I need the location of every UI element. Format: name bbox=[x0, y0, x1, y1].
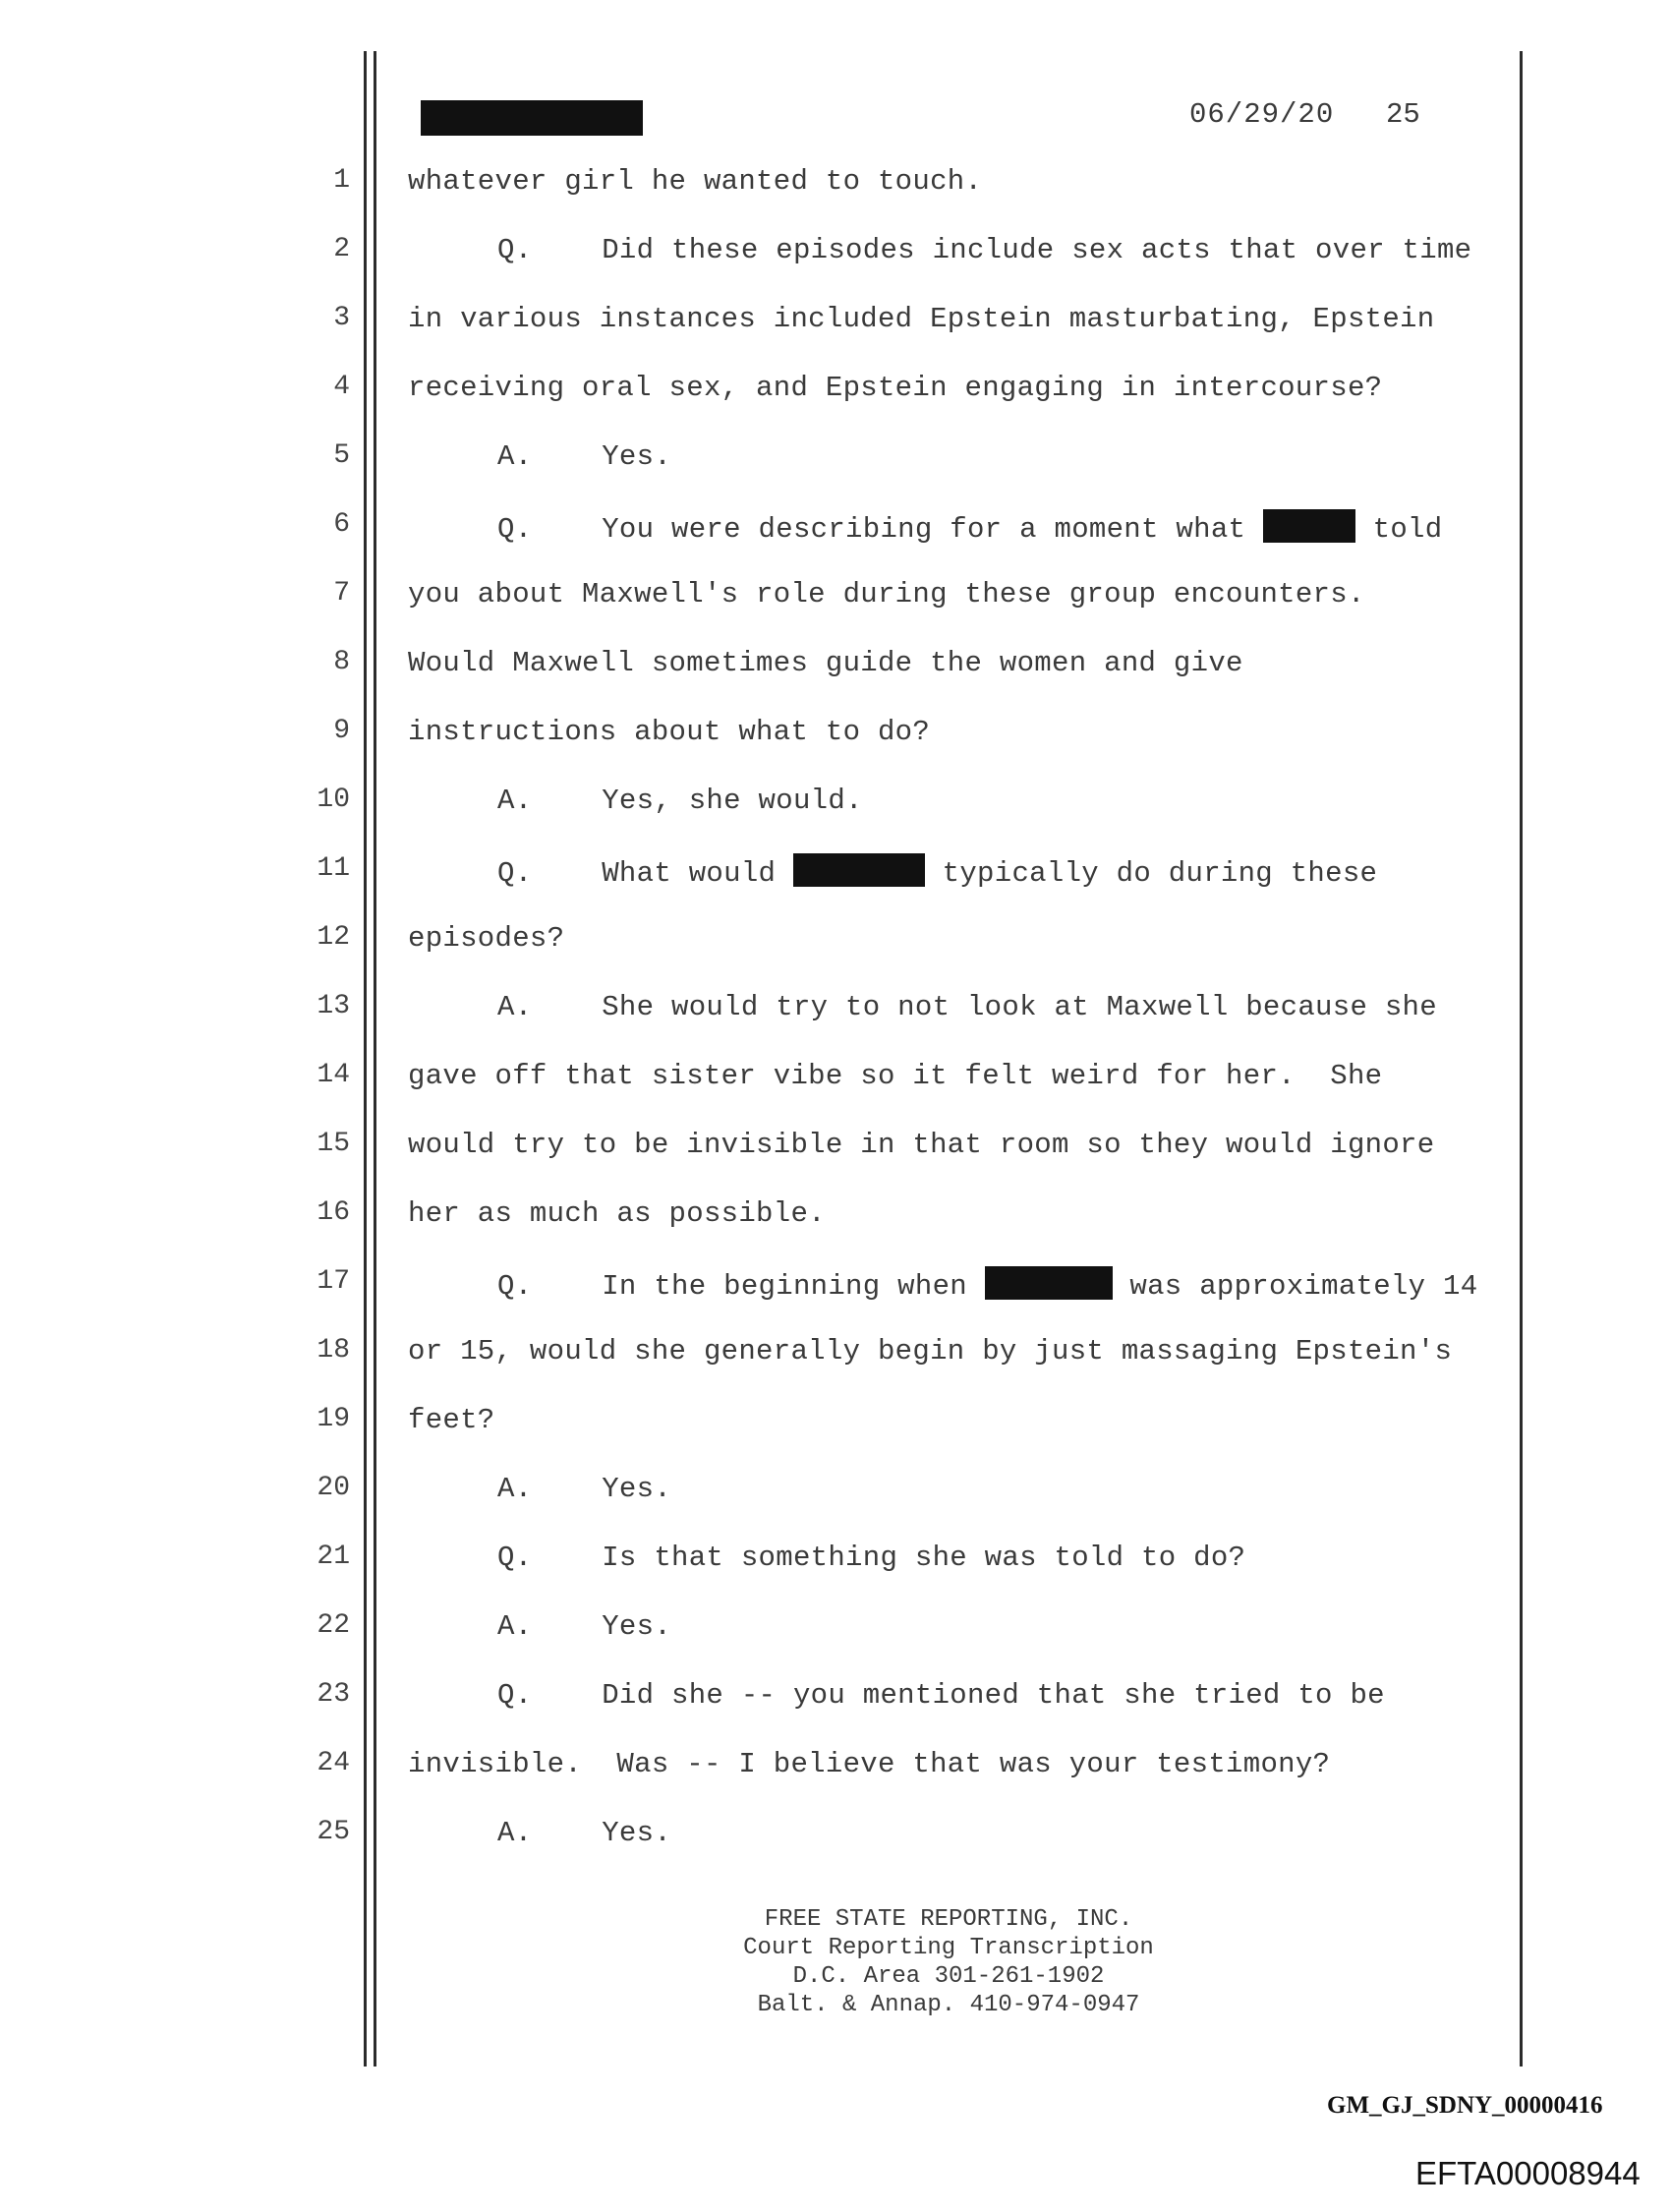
transcript-line bbox=[0, 1060, 1671, 1109]
transcript-line bbox=[0, 303, 1671, 352]
line-number: 5 bbox=[333, 440, 350, 471]
line-number: 13 bbox=[317, 991, 350, 1021]
line-text: Q. Did she -- you mentioned that she tried to be bbox=[497, 1679, 1385, 1712]
transcript-line bbox=[0, 1748, 1671, 1797]
footer-dc-phone: D.C. Area 301-261-1902 bbox=[792, 1963, 1105, 1990]
line-text: A. Yes, she would. bbox=[497, 785, 863, 817]
transcript-line bbox=[0, 578, 1671, 627]
header-date: 06/29/20 bbox=[1189, 98, 1335, 131]
line-number: 23 bbox=[317, 1679, 350, 1710]
transcript-line bbox=[0, 991, 1671, 1040]
transcript-line bbox=[0, 234, 1671, 283]
line-text: would try to be invisible in that room so they would ignore bbox=[408, 1129, 1435, 1161]
header-redaction-block bbox=[421, 100, 643, 136]
line-number: 8 bbox=[333, 647, 350, 677]
line-number: 10 bbox=[317, 785, 350, 815]
footer-service: Court Reporting Transcription bbox=[743, 1935, 1154, 1961]
transcript-line bbox=[0, 853, 1671, 902]
transcript-line bbox=[0, 1404, 1671, 1453]
line-text: feet? bbox=[408, 1404, 495, 1436]
line-text-post: was approximately 14 bbox=[1112, 1270, 1478, 1303]
line-number: 14 bbox=[317, 1060, 350, 1090]
line-text-post: told bbox=[1354, 513, 1443, 546]
line-number: 4 bbox=[333, 372, 350, 402]
line-text: you about Maxwell's role during these group encounters. bbox=[408, 578, 1365, 611]
line-text: instructions about what to do? bbox=[408, 716, 931, 748]
transcript-line bbox=[0, 165, 1671, 214]
line-number: 24 bbox=[317, 1748, 350, 1778]
line-text: A. Yes. bbox=[497, 1473, 672, 1505]
line-number: 15 bbox=[317, 1129, 350, 1159]
transcript-line bbox=[0, 647, 1671, 696]
bates-number: GM_GJ_SDNY_00000416 bbox=[1327, 2092, 1603, 2119]
transcript-line bbox=[0, 1610, 1671, 1659]
line-text bbox=[497, 509, 1442, 546]
line-text-pre: Q. You were describing for a moment what bbox=[497, 513, 1263, 546]
line-number: 3 bbox=[333, 303, 350, 333]
line-number: 2 bbox=[333, 234, 350, 264]
line-number: 7 bbox=[333, 578, 350, 609]
transcript-line bbox=[0, 372, 1671, 421]
name-redaction-block bbox=[1263, 509, 1355, 543]
line-number: 25 bbox=[317, 1817, 350, 1847]
name-redaction-block bbox=[793, 853, 925, 887]
line-text: in various instances included Epstein masturbating, Epstein bbox=[408, 303, 1435, 335]
reporter-footer bbox=[629, 1905, 1268, 2019]
line-text: A. Yes. bbox=[497, 1817, 672, 1849]
transcript-line bbox=[0, 1197, 1671, 1247]
line-number: 6 bbox=[333, 509, 350, 540]
transcript-line bbox=[0, 509, 1671, 558]
line-number: 20 bbox=[317, 1473, 350, 1503]
transcript-line bbox=[0, 716, 1671, 765]
line-text: Q. Is that something she was told to do? bbox=[497, 1542, 1246, 1574]
transcript-line bbox=[0, 440, 1671, 490]
line-number: 12 bbox=[317, 922, 350, 953]
line-text-pre: Q. What would bbox=[497, 857, 793, 890]
line-number: 22 bbox=[317, 1610, 350, 1641]
line-number: 11 bbox=[317, 853, 350, 884]
transcript-line bbox=[0, 1679, 1671, 1728]
line-text: Q. Did these episodes include sex acts that over time bbox=[497, 234, 1472, 266]
line-text: episodes? bbox=[408, 922, 565, 955]
footer-balt-phone: Balt. & Annap. 410-974-0947 bbox=[757, 1992, 1140, 2018]
line-text bbox=[497, 1266, 1477, 1303]
line-text: receiving oral sex, and Epstein engaging in intercourse? bbox=[408, 372, 1383, 404]
transcript-line bbox=[0, 1817, 1671, 1866]
transcript-line bbox=[0, 785, 1671, 834]
line-number: 9 bbox=[333, 716, 350, 746]
page-number: 25 bbox=[1386, 98, 1420, 131]
transcript-line bbox=[0, 1335, 1671, 1384]
line-text: invisible. Was -- I believe that was your testimony? bbox=[408, 1748, 1331, 1780]
transcript-line bbox=[0, 1542, 1671, 1591]
footer-company: FREE STATE REPORTING, INC. bbox=[764, 1906, 1133, 1933]
name-redaction-block bbox=[985, 1266, 1113, 1300]
transcript-line bbox=[0, 1129, 1671, 1178]
line-text: A. Yes. bbox=[497, 440, 672, 473]
line-text: A. Yes. bbox=[497, 1610, 672, 1643]
transcript-line bbox=[0, 922, 1671, 971]
line-text: whatever girl he wanted to touch. bbox=[408, 165, 983, 198]
line-number: 17 bbox=[317, 1266, 350, 1297]
line-text bbox=[497, 853, 1377, 890]
line-text: or 15, would she generally begin by just massaging Epstein's bbox=[408, 1335, 1453, 1368]
line-number: 18 bbox=[317, 1335, 350, 1366]
transcript-line bbox=[0, 1473, 1671, 1522]
line-text: A. She would try to not look at Maxwell because she bbox=[497, 991, 1437, 1023]
line-number: 19 bbox=[317, 1404, 350, 1434]
transcript-line bbox=[0, 1266, 1671, 1315]
line-text-post: typically do during these bbox=[924, 857, 1378, 890]
line-number: 16 bbox=[317, 1197, 350, 1228]
line-text-pre: Q. In the beginning when bbox=[497, 1270, 985, 1303]
line-number: 1 bbox=[333, 165, 350, 196]
line-number: 21 bbox=[317, 1542, 350, 1572]
line-text: gave off that sister vibe so it felt weird for her. She bbox=[408, 1060, 1383, 1092]
line-text: Would Maxwell sometimes guide the women and give bbox=[408, 647, 1243, 679]
efta-number: EFTA00008944 bbox=[1415, 2155, 1641, 2191]
line-text: her as much as possible. bbox=[408, 1197, 826, 1230]
